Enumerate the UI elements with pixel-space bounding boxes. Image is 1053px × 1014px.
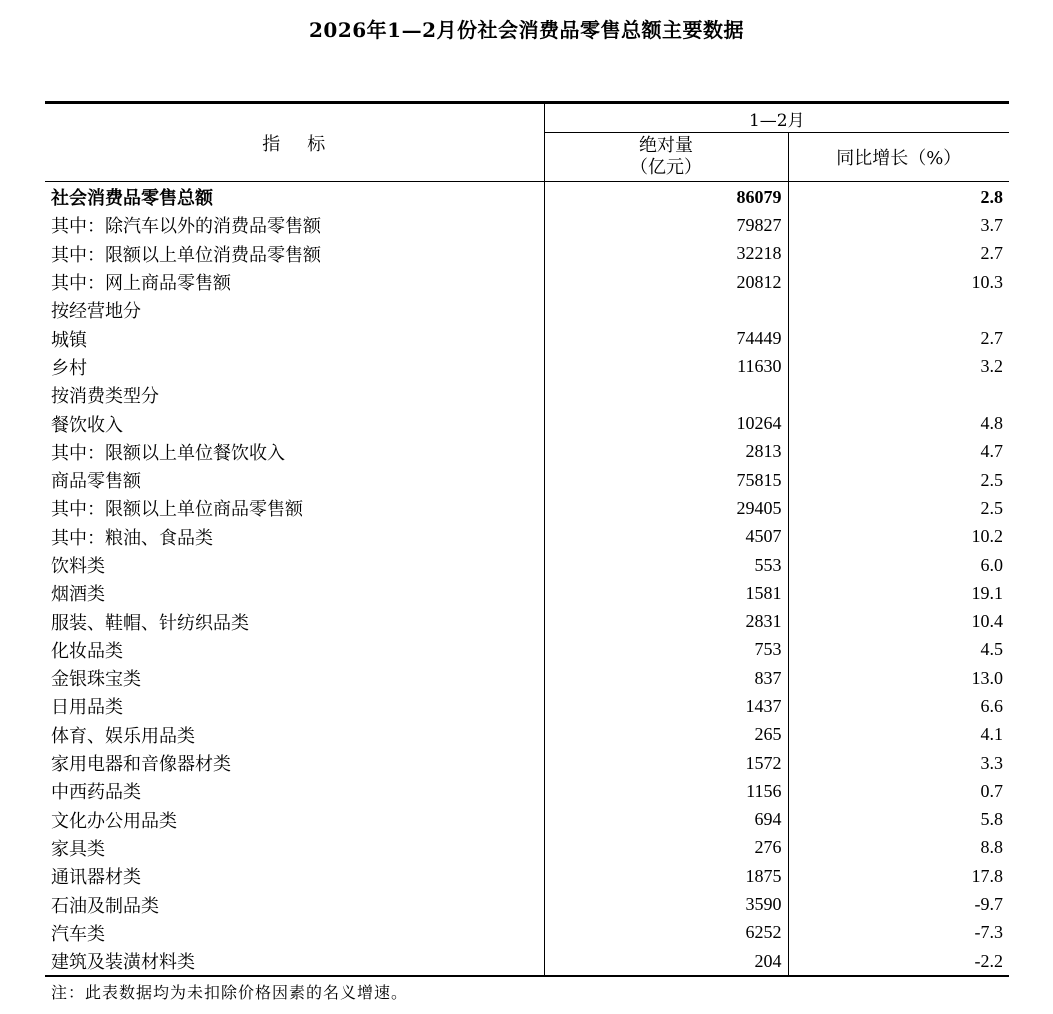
row-absolute-value: 32218 bbox=[544, 240, 788, 268]
table-row bbox=[45, 353, 1009, 381]
row-yoy-growth: 5.8 bbox=[980, 809, 1004, 830]
row-absolute-value: 2813 bbox=[544, 438, 788, 466]
absolute-value-header-line2: （亿元） bbox=[630, 157, 702, 178]
row-absolute-value: 6252 bbox=[544, 919, 788, 947]
row-absolute-value: 75815 bbox=[544, 466, 788, 494]
row-indicator-name: 化妆品类 bbox=[45, 636, 544, 664]
row-absolute-value: 753 bbox=[544, 636, 788, 664]
row-indicator-name: 文化办公用品类 bbox=[45, 806, 544, 834]
table-row bbox=[45, 862, 1009, 890]
row-indicator-name: 其中：除汽车以外的消费品零售额 bbox=[45, 211, 544, 239]
indicator-header-char1: 指 bbox=[262, 133, 282, 155]
table-row bbox=[45, 664, 1009, 692]
row-yoy-growth: 10.4 bbox=[971, 611, 1004, 632]
yoy-growth-header: 同比增长（%） bbox=[788, 133, 1009, 182]
table-row bbox=[45, 211, 1009, 239]
row-yoy-growth: 4.7 bbox=[980, 441, 1004, 462]
table-row bbox=[45, 296, 1009, 324]
row-absolute-value: 20812 bbox=[544, 268, 788, 296]
row-absolute-value bbox=[544, 381, 788, 409]
row-yoy-growth: 8.8 bbox=[980, 837, 1004, 858]
table-row bbox=[45, 721, 1009, 749]
row-absolute-value bbox=[544, 296, 788, 324]
period-header: 1—2月 bbox=[544, 103, 1009, 133]
row-indicator-name: 社会消费品零售总额 bbox=[45, 182, 544, 212]
row-indicator-name: 饮料类 bbox=[45, 551, 544, 579]
row-yoy-growth: 4.8 bbox=[980, 413, 1004, 434]
table-row bbox=[45, 268, 1009, 296]
row-absolute-value: 837 bbox=[544, 664, 788, 692]
row-absolute-value: 11630 bbox=[544, 353, 788, 381]
row-absolute-value: 1581 bbox=[544, 579, 788, 607]
table-row bbox=[45, 438, 1009, 466]
row-yoy-growth: 3.3 bbox=[980, 752, 1004, 773]
table-row bbox=[45, 692, 1009, 720]
table-row bbox=[45, 466, 1009, 494]
row-yoy-growth bbox=[788, 296, 1009, 324]
row-indicator-name: 商品零售额 bbox=[45, 466, 544, 494]
table-row bbox=[45, 749, 1009, 777]
row-absolute-value: 553 bbox=[544, 551, 788, 579]
row-yoy-growth: 19.1 bbox=[971, 582, 1004, 603]
indicator-header bbox=[45, 103, 544, 182]
page-title: 2026年1—2月份社会消费品零售总额主要数据 bbox=[309, 18, 744, 42]
row-indicator-name: 其中：粮油、食品类 bbox=[45, 523, 544, 551]
row-yoy-growth: 13.0 bbox=[971, 667, 1004, 688]
row-indicator-name: 餐饮收入 bbox=[45, 409, 544, 437]
row-indicator-name: 按经营地分 bbox=[45, 296, 544, 324]
row-indicator-name: 石油及制品类 bbox=[45, 890, 544, 918]
row-yoy-growth: -2.2 bbox=[974, 950, 1004, 971]
indicator-header-char2: 标 bbox=[307, 133, 327, 155]
row-absolute-value: 74449 bbox=[544, 324, 788, 352]
row-absolute-value: 10264 bbox=[544, 409, 788, 437]
row-indicator-name: 家用电器和音像器材类 bbox=[45, 749, 544, 777]
row-absolute-value: 4507 bbox=[544, 523, 788, 551]
retail-sales-table bbox=[45, 101, 1009, 977]
row-yoy-growth: 3.7 bbox=[980, 214, 1004, 235]
row-absolute-value: 29405 bbox=[544, 494, 788, 522]
table-row bbox=[45, 919, 1009, 947]
table-row bbox=[45, 834, 1009, 862]
row-indicator-name: 其中：网上商品零售额 bbox=[45, 268, 544, 296]
row-indicator-name: 金银珠宝类 bbox=[45, 664, 544, 692]
row-yoy-growth: 10.3 bbox=[971, 271, 1004, 292]
row-yoy-growth: 4.1 bbox=[980, 724, 1004, 745]
row-yoy-growth bbox=[788, 381, 1009, 409]
row-yoy-growth: 0.7 bbox=[980, 780, 1004, 801]
row-yoy-growth: 2.5 bbox=[980, 469, 1004, 490]
table-row bbox=[45, 381, 1009, 409]
table-row bbox=[45, 240, 1009, 268]
row-indicator-name: 服装、鞋帽、针纺织品类 bbox=[45, 607, 544, 635]
row-indicator-name: 中西药品类 bbox=[45, 777, 544, 805]
table-row bbox=[45, 947, 1009, 976]
table-row bbox=[45, 523, 1009, 551]
absolute-value-header bbox=[544, 133, 788, 182]
row-indicator-name: 乡村 bbox=[45, 353, 544, 381]
absolute-value-header-line1: 绝对量 bbox=[639, 135, 693, 156]
row-absolute-value: 694 bbox=[544, 806, 788, 834]
row-absolute-value: 1875 bbox=[544, 862, 788, 890]
row-indicator-name: 按消费类型分 bbox=[45, 381, 544, 409]
row-absolute-value: 204 bbox=[544, 947, 788, 976]
row-absolute-value: 1156 bbox=[544, 777, 788, 805]
row-indicator-name: 建筑及装潢材料类 bbox=[45, 947, 544, 976]
table-body bbox=[45, 182, 1009, 977]
row-indicator-name: 其中：限额以上单位消费品零售额 bbox=[45, 240, 544, 268]
table-row bbox=[45, 182, 1009, 212]
row-yoy-growth: 2.5 bbox=[980, 497, 1004, 518]
row-absolute-value: 2831 bbox=[544, 607, 788, 635]
table-row bbox=[45, 579, 1009, 607]
row-indicator-name: 城镇 bbox=[45, 324, 544, 352]
row-absolute-value: 276 bbox=[544, 834, 788, 862]
table-row bbox=[45, 494, 1009, 522]
row-indicator-name: 其中：限额以上单位商品零售额 bbox=[45, 494, 544, 522]
row-indicator-name: 家具类 bbox=[45, 834, 544, 862]
row-yoy-growth: -9.7 bbox=[974, 894, 1004, 915]
row-indicator-name: 日用品类 bbox=[45, 692, 544, 720]
table-row bbox=[45, 551, 1009, 579]
table-row bbox=[45, 607, 1009, 635]
row-absolute-value: 1437 bbox=[544, 692, 788, 720]
table-row bbox=[45, 806, 1009, 834]
row-absolute-value: 1572 bbox=[544, 749, 788, 777]
row-absolute-value: 265 bbox=[544, 721, 788, 749]
footnote: 注：此表数据均为未扣除价格因素的名义增速。 bbox=[51, 983, 409, 1002]
row-yoy-growth: 2.7 bbox=[980, 243, 1004, 264]
table-row bbox=[45, 890, 1009, 918]
row-indicator-name: 烟酒类 bbox=[45, 579, 544, 607]
table-row bbox=[45, 636, 1009, 664]
row-yoy-growth: 4.5 bbox=[980, 639, 1004, 660]
table-row bbox=[45, 324, 1009, 352]
row-yoy-growth: 17.8 bbox=[971, 865, 1004, 886]
row-absolute-value: 79827 bbox=[544, 211, 788, 239]
table-row bbox=[45, 777, 1009, 805]
row-absolute-value: 86079 bbox=[544, 182, 788, 212]
row-yoy-growth: 10.2 bbox=[971, 526, 1004, 547]
row-indicator-name: 体育、娱乐用品类 bbox=[45, 721, 544, 749]
row-yoy-growth: 2.7 bbox=[980, 328, 1004, 349]
row-yoy-growth: 3.2 bbox=[980, 356, 1004, 377]
table-row bbox=[45, 409, 1009, 437]
row-yoy-growth: -7.3 bbox=[974, 922, 1004, 943]
row-absolute-value: 3590 bbox=[544, 890, 788, 918]
row-yoy-growth: 6.6 bbox=[980, 695, 1004, 716]
row-yoy-growth: 2.8 bbox=[980, 186, 1004, 207]
row-indicator-name: 其中：限额以上单位餐饮收入 bbox=[45, 438, 544, 466]
row-indicator-name: 通讯器材类 bbox=[45, 862, 544, 890]
row-indicator-name: 汽车类 bbox=[45, 919, 544, 947]
row-yoy-growth: 6.0 bbox=[980, 554, 1004, 575]
